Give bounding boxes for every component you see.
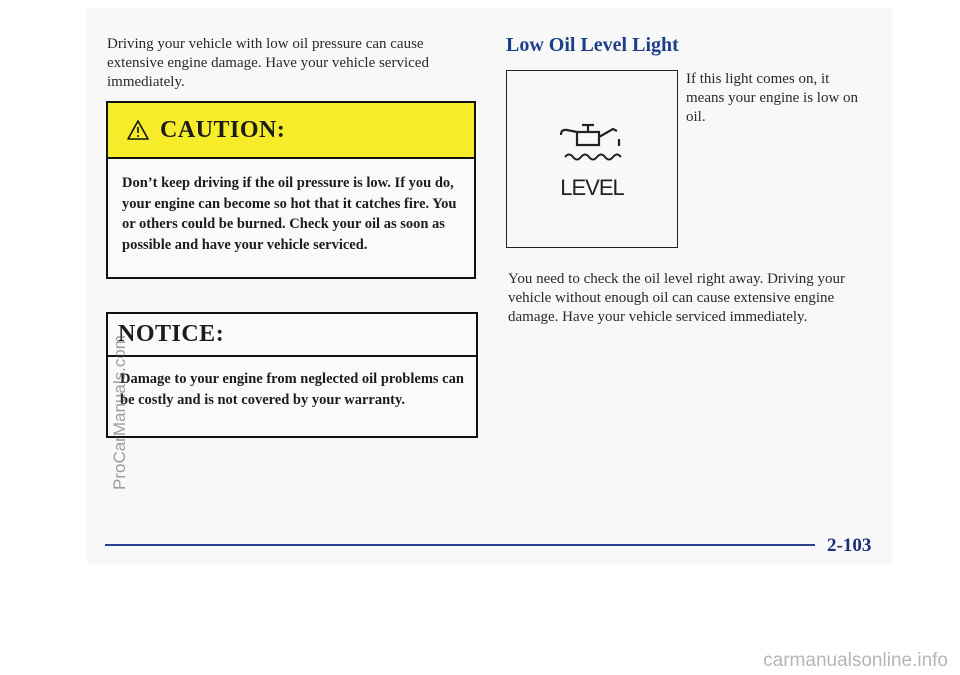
caution-text: Don’t keep driving if the oil pressure is low. If you do, your engine can become so hot that it catches fire. You or others could be burned. Check your oil as soon as possible and have your vehicle serviced. [122, 175, 457, 253]
oil-level-light-box [506, 70, 678, 248]
footer-rule [105, 544, 815, 546]
caution-header [108, 103, 474, 159]
notice-text: Damage to your engine from neglected oil problems can be costly and is not covered by your warranty. [120, 371, 464, 408]
notice-box [106, 312, 478, 438]
caution-title: CAUTION: [160, 116, 286, 143]
watermark-bottom: carmanualsonline.info [763, 650, 948, 671]
oil-can-icon [555, 119, 631, 169]
intro-paragraph: Driving your vehicle with low oil pressure can cause extensive engine damage. Have your vehicle serviced immediately. [107, 36, 429, 90]
section-title: Low Oil Level Light [506, 34, 679, 56]
caution-box [106, 101, 476, 279]
notice-header [108, 314, 476, 357]
warning-triangle-icon [126, 119, 150, 141]
level-label: LEVEL [560, 175, 624, 200]
watermark-side: ProCarManuals.com [110, 335, 129, 490]
page-number: 2-103 [827, 535, 872, 556]
body-paragraph: You need to check the oil level right away. Driving your vehicle without enough oil can cause extensive engine damage. Have your vehicle serviced immediately. [508, 271, 846, 325]
notice-title: NOTICE: [118, 321, 225, 347]
light-description: If this light comes on, it means your engine is low on oil. [686, 71, 859, 125]
